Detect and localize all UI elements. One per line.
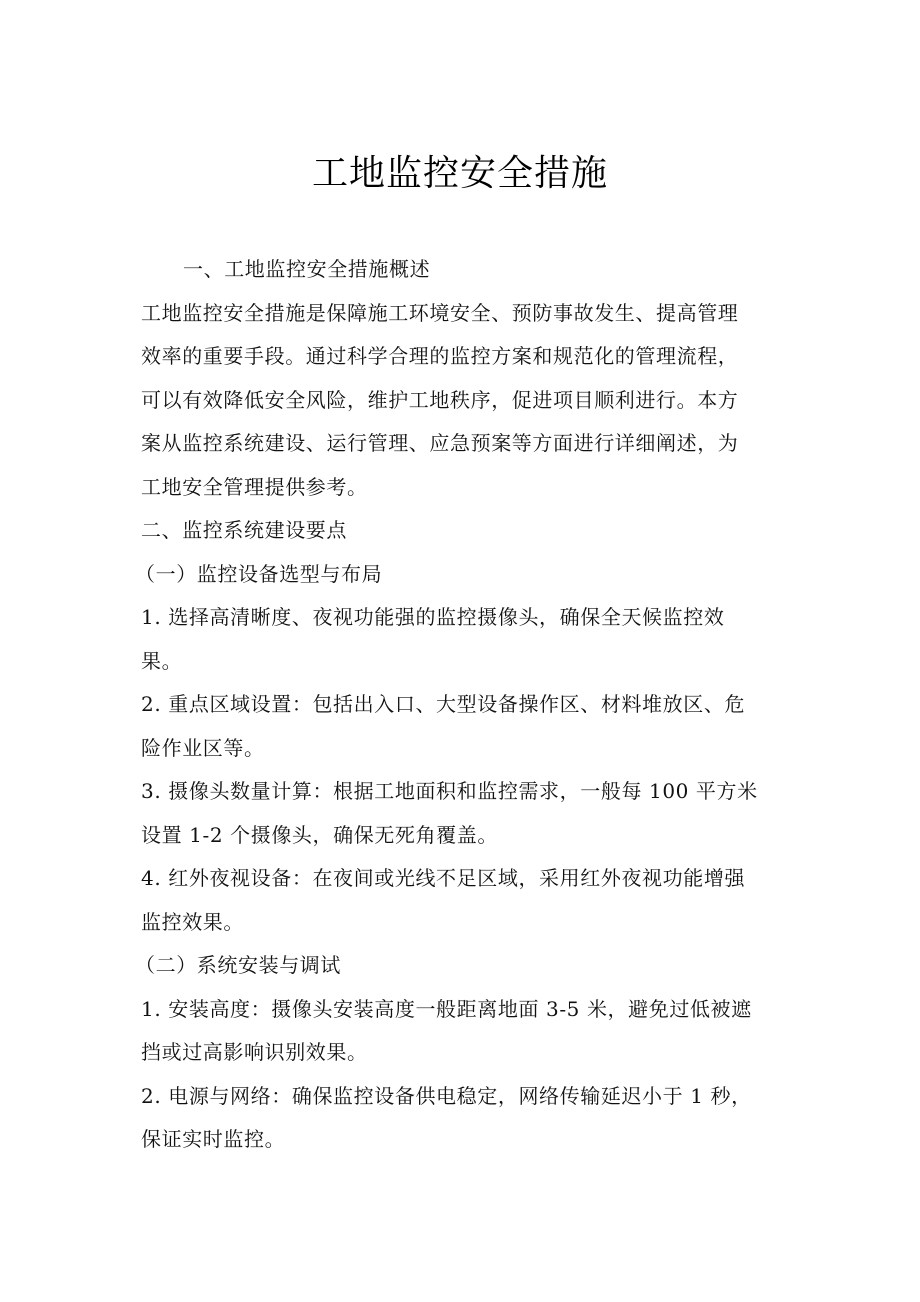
section-heading-system-construction: 二、监控系统建设要点: [141, 518, 347, 542]
list-item-line: 监控效果。: [141, 909, 244, 934]
list-item: [141, 770, 781, 857]
list-item-line: 果。: [141, 648, 183, 673]
paragraph-line: 工地安全管理提供参考。: [141, 474, 368, 499]
paragraph-line: 案从监控系统建设、运行管理、应急预案等方面进行详细阐述，为: [141, 431, 739, 455]
paragraph-line: 可以有效降低安全风险，维护工地秩序，促进项目顺利进行。本方: [141, 387, 739, 412]
document-title: 工地监控安全措施: [311, 153, 608, 194]
list-item-line: 保证实时监控。: [141, 1127, 286, 1151]
equipment-list: [141, 596, 781, 944]
paragraph-line: 工地监控安全措施是保障施工环境安全、预防事故发生、提高管理: [141, 300, 739, 325]
list-item-line: 险作业区等。: [141, 735, 265, 760]
document-body: [135, 248, 781, 1162]
subsection-heading-equipment: （一）监控设备选型与布局: [135, 561, 383, 586]
list-item: [141, 596, 781, 683]
list-item-line: 1. 选择高清晰度、夜视功能强的监控摄像头，确保全天候监控效: [141, 605, 725, 629]
list-item-line: 2. 电源与网络：确保监控设备供电稳定，网络传输延迟小于 1 秒，: [141, 1083, 752, 1108]
list-item: [141, 1075, 781, 1162]
installation-list: [141, 988, 781, 1162]
list-item-line: 挡或过高影响识别效果。: [141, 1040, 368, 1064]
list-item-line: 3. 摄像头数量计算：根据工地面积和监控需求，一般每 100 平方米: [141, 779, 758, 803]
paragraph-line: 效率的重要手段。通过科学合理的监控方案和规范化的管理流程，: [141, 344, 739, 368]
section-heading-overview: 一、工地监控安全措施概述: [183, 257, 431, 281]
subsection-heading-installation: （二）系统安装与调试: [135, 953, 341, 977]
list-item-line: 2. 重点区域设置：包括出入口、大型设备操作区、材料堆放区、危: [141, 692, 746, 716]
overview-paragraph: [141, 292, 781, 510]
list-item: [141, 857, 781, 944]
list-item-line: 1. 安装高度：摄像头安装高度一般距离地面 3-5 米，避免过低被遮: [141, 996, 752, 1021]
list-item-line: 设置 1-2 个摄像头，确保无死角覆盖。: [141, 822, 498, 847]
list-item-line: 4. 红外夜视设备：在夜间或光线不足区域，采用红外夜视功能增强: [141, 866, 746, 890]
list-item: [141, 988, 781, 1075]
list-item: [141, 683, 781, 770]
